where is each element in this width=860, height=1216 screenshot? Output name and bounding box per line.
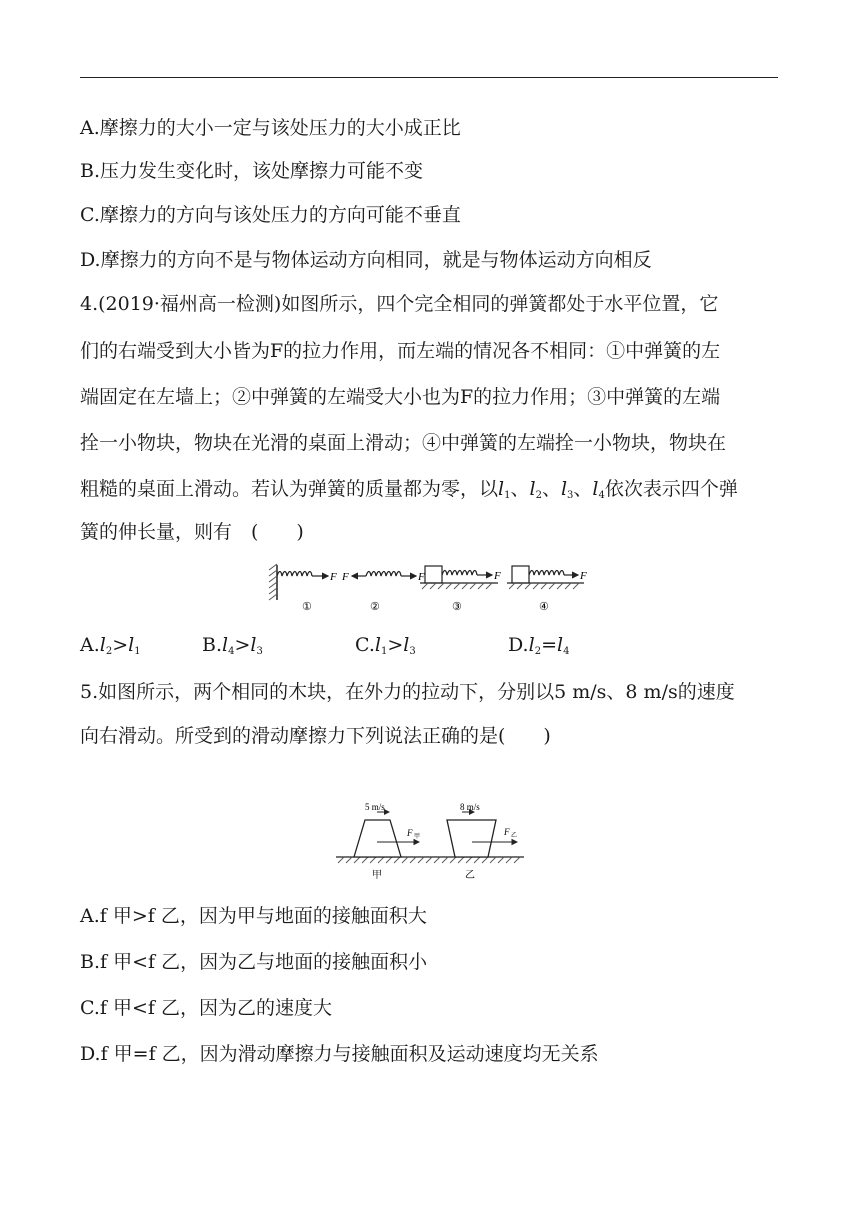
- svg-text:F: F: [580, 570, 587, 582]
- q3-option-b: B.压力发生变化时，该处摩擦力可能不变: [80, 160, 424, 182]
- svg-text:③: ③: [452, 601, 462, 613]
- q4-stem-line-4: 拴一小物块，物块在光滑的桌面上滑动；④中弹簧的左端拴一小物块，物块在: [80, 432, 727, 454]
- q5-option-d: D.f 甲=f 乙，因为滑动摩擦力与接触面积及运动速度均无关系: [80, 1043, 599, 1065]
- header-rule: [80, 77, 778, 78]
- q5-blocks-figure: [334, 802, 530, 884]
- svg-text:F: F: [342, 571, 349, 583]
- svg-text:④: ④: [539, 601, 549, 613]
- ground-hatch: [338, 857, 520, 863]
- q3-option-d: D.摩擦力的方向不是与物体运动方向相同，就是与物体运动方向相反: [80, 249, 652, 271]
- spring-1: [269, 564, 337, 613]
- svg-text:F: F: [504, 827, 510, 837]
- block-jia: [354, 802, 420, 881]
- q5-stem-line-1: 5.如图所示，两个相同的木块，在外力的拉动下，分别以5 m/s、8 m/s的速度: [80, 681, 735, 703]
- q4-option-b: $B.l_4>l_3$: [202, 634, 263, 657]
- q4-option-d: $D.l_2=l_4$: [508, 634, 570, 657]
- q5-option-c: C.f 甲<f 乙，因为乙的速度大: [80, 997, 332, 1019]
- spring-2: [341, 571, 425, 613]
- svg-text:F: F: [418, 571, 425, 583]
- svg-text:①: ①: [302, 601, 312, 613]
- q4-springs-figure: [262, 560, 602, 618]
- svg-text:F: F: [407, 828, 413, 838]
- q4-stem-line-2: 们的右端受到大小皆为F的拉力作用，而左端的情况各不相同：①中弹簧的左: [80, 340, 721, 362]
- svg-text:8 m/s: 8 m/s: [460, 802, 480, 812]
- svg-text:5 m/s: 5 m/s: [365, 802, 385, 812]
- svg-text:甲: 甲: [414, 834, 421, 840]
- q3-option-c: C.摩擦力的方向与该处压力的方向可能不垂直: [80, 204, 461, 226]
- q4-stem-line-5: 粗糙的桌面上滑动。若认为弹簧的质量都为零，以$l_1$、$l_2$、$l_3$、$l_4$依次表示四个弹: [80, 478, 738, 501]
- spring-3: [420, 566, 501, 613]
- q4-stem-line-5-pre: 粗糙的桌面上滑动。若认为弹簧的质量都为零，以: [80, 478, 499, 500]
- q5-stem-line-2: 向右滑动。所受到的滑动摩擦力下列说法正确的是( ): [80, 725, 551, 747]
- svg-text:F: F: [330, 571, 337, 583]
- spring-4: [507, 566, 587, 613]
- svg-text:甲: 甲: [372, 870, 382, 881]
- block-yi: [447, 802, 517, 881]
- svg-text:②: ②: [370, 601, 380, 613]
- q4-option-c: $C.l_1>l_3$: [355, 634, 416, 657]
- q4-option-a: $A.l_2>l_1$: [80, 634, 141, 657]
- svg-text:乙: 乙: [511, 833, 518, 839]
- q5-option-b: B.f 甲<f 乙，因为乙与地面的接触面积小: [80, 951, 428, 973]
- svg-text:F: F: [494, 570, 501, 582]
- q4-stem-line-5-post: 依次表示四个弹: [604, 478, 738, 500]
- q5-option-a: A.f 甲>f 乙，因为甲与地面的接触面积大: [80, 905, 427, 927]
- q3-option-a: A.摩擦力的大小一定与该处压力的大小成正比: [80, 117, 461, 139]
- q4-stem-line-1: 4.(2019·福州高一检测)如图所示，四个完全相同的弹簧都处于水平位置，它: [80, 293, 719, 315]
- q4-stem-line-3: 端固定在左墙上；②中弹簧的左端受大小也为F的拉力作用；③中弹簧的左端: [80, 386, 721, 408]
- q4-stem-line-6: 簧的伸长量，则有 ( ): [80, 521, 304, 543]
- svg-text:乙: 乙: [465, 870, 475, 881]
